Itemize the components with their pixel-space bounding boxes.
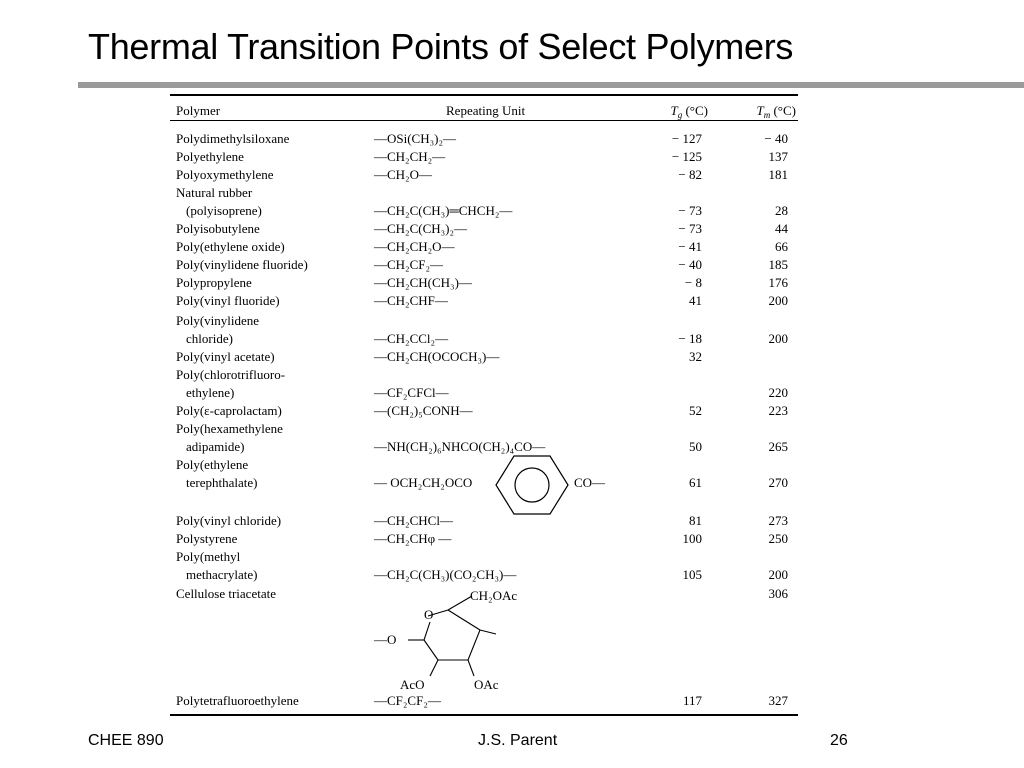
polymer-name-cell: ethylene) [186, 385, 235, 400]
polymer-name-cell: terephthalate) [186, 475, 258, 490]
tg-value-cell: 52 [689, 403, 702, 418]
slide-title: Thermal Transition Points of Select Polymers [88, 26, 794, 67]
polymer-name-cell: Poly(vinyl chloride) [176, 513, 282, 528]
polymer-name-cell: (polyisoprene) [186, 203, 262, 218]
polymer-name-cell: Polystyrene [176, 531, 238, 546]
polymer-name-cell: Polyethylene [176, 149, 244, 164]
repeating-unit-cell: —CH₂C(CH₃)₂— [374, 221, 468, 236]
tg-value-cell: 81 [689, 513, 702, 528]
tm-value-cell: 223 [768, 403, 788, 418]
polymer-name-cell: Natural rubber [176, 185, 253, 200]
repeating-unit-cell: —CH₂CHCl— [374, 513, 453, 528]
table-header-rule [170, 120, 798, 121]
tm-value-cell: 137 [768, 149, 788, 164]
tg-value-cell: 41 [689, 293, 702, 308]
polymer-name-cell: Poly(ethylene [176, 457, 249, 472]
repeating-unit-cell: —CH₂O— [374, 167, 432, 182]
polymer-name-cell: adipamide) [186, 439, 245, 454]
polymer-name-cell: Polypropylene [176, 275, 252, 290]
tg-value-cell: 117 [682, 693, 702, 708]
footer-page-number: 26 [830, 732, 848, 749]
tg-value-cell: − 125 [671, 149, 702, 164]
cellulose-linkage-label: —O [374, 632, 397, 647]
repeating-unit-cell: —CH₂CF₂— [374, 257, 444, 272]
cellulose-ring-oxygen-label: O [424, 607, 434, 622]
tg-value-cell: − 40 [678, 257, 702, 272]
tm-value-cell: 265 [768, 439, 788, 454]
repeating-unit-cell: —CF₂CF₂— [374, 693, 441, 708]
repeating-unit-cell: —CH₂C(CH₃)(CO₂CH₃)— [374, 567, 517, 582]
tm-value-cell: 306 [768, 586, 788, 601]
cellulose-oac-label: OAc [474, 677, 499, 692]
tg-value-cell: − 8 [684, 275, 702, 290]
benzene-ring-structure [494, 454, 570, 516]
repeating-unit-cell: — OCH₂CH₂OCO [374, 475, 473, 490]
tg-value-cell: − 127 [671, 131, 702, 146]
polymer-name-cell: Poly(vinyl fluoride) [176, 293, 280, 308]
tg-value-cell: − 73 [678, 221, 702, 236]
header-polymer: Polymer [176, 103, 221, 118]
polymer-name-cell: Poly(methyl [176, 549, 241, 564]
tg-value-cell: 61 [689, 475, 702, 490]
polymer-name-cell: Polydimethylsiloxane [176, 131, 290, 146]
header-tm: $T_m$ (°C) [756, 103, 796, 120]
tg-value-cell: 32 [689, 349, 702, 364]
repeating-unit-cell: —CH₂CHF— [374, 293, 448, 308]
tm-value-cell: 28 [775, 203, 788, 218]
tm-value-cell: 185 [768, 257, 788, 272]
repeating-unit-cell: —OSi(CH₃)₂— [374, 131, 457, 146]
polymer-name-cell: Poly(ε-caprolactam) [176, 403, 282, 418]
tm-value-cell: 200 [768, 567, 788, 582]
tg-value-cell: 50 [689, 439, 702, 454]
polymer-name-cell: Poly(hexamethylene [176, 421, 283, 436]
repeating-unit-cell: —CH₂CH₂O— [374, 239, 455, 254]
cellulose-ch2oac-label: CH₂OAc [470, 588, 518, 603]
polymer-name-cell: Cellulose triacetate [176, 586, 276, 601]
tg-value-cell: − 73 [678, 203, 702, 218]
polymer-table [168, 94, 800, 716]
repeating-unit-cell: —NH(CH₂)₆NHCO(CH₂)₄CO— [374, 439, 546, 454]
tm-value-cell: 181 [768, 167, 788, 182]
repeating-unit-cell: —CH₂CCl₂— [374, 331, 449, 346]
repeating-unit-cell: —CH₂CH(OCOCH₃)— [374, 349, 500, 364]
polymer-name-cell: Poly(chlorotrifluoro- [176, 367, 286, 382]
polymer-name-cell: Poly(ethylene oxide) [176, 239, 285, 254]
polymer-name-cell: Poly(vinyl acetate) [176, 349, 275, 364]
repeating-unit-cell: —CH₂CHφ — [374, 531, 452, 546]
footer-course: CHEE 890 [88, 732, 164, 749]
repeating-unit-cell: —CH₂CH(CH₃)— [374, 275, 472, 290]
tm-value-cell: 250 [768, 531, 788, 546]
tm-value-cell: 327 [768, 693, 788, 708]
table-top-rule [170, 94, 798, 96]
tm-value-cell: 200 [768, 331, 788, 346]
tm-value-cell: − 40 [764, 131, 788, 146]
polymer-name-cell: methacrylate) [186, 567, 258, 582]
tm-value-cell: 200 [768, 293, 788, 308]
tg-value-cell: 100 [682, 531, 702, 546]
repeating-unit-cell: —CH₂C(CH₃)═CHCH₂— [374, 203, 513, 218]
polymer-name-cell: Polyoxymethylene [176, 167, 274, 182]
polymer-name-cell: chloride) [186, 331, 233, 346]
tm-value-cell: 44 [775, 221, 788, 236]
header-tg: $T_g$ (°C) [670, 103, 708, 120]
repeating-unit-cell: —CH₂CH₂— [374, 149, 446, 164]
tm-value-cell: 220 [768, 385, 788, 400]
repeating-unit-cell: —(CH₂)₅CONH— [374, 403, 473, 418]
tm-value-cell: 273 [768, 513, 788, 528]
polymer-name-cell: Polytetrafluoroethylene [176, 693, 299, 708]
header-repeating-unit: Repeating Unit [446, 103, 526, 118]
cellulose-aco-label: AcO [400, 677, 425, 692]
tm-value-cell: 270 [768, 475, 788, 490]
polymer-name-cell: Poly(vinylidene fluoride) [176, 257, 308, 272]
tm-value-cell: 176 [768, 275, 788, 290]
repeating-unit-cell: CO— [574, 475, 606, 490]
title-divider [78, 82, 1024, 88]
repeating-unit-cell: —CF₂CFCl— [374, 385, 449, 400]
tg-value-cell: 105 [682, 567, 702, 582]
tg-value-cell: − 82 [678, 167, 702, 182]
tg-value-cell: − 41 [678, 239, 702, 254]
footer-author: J.S. Parent [478, 732, 558, 749]
tg-value-cell: − 18 [678, 331, 702, 346]
tm-value-cell: 66 [775, 239, 788, 254]
polymer-name-cell: Polyisobutylene [176, 221, 260, 236]
polymer-name-cell: Poly(vinylidene [176, 313, 260, 328]
table-bottom-rule [170, 714, 798, 716]
